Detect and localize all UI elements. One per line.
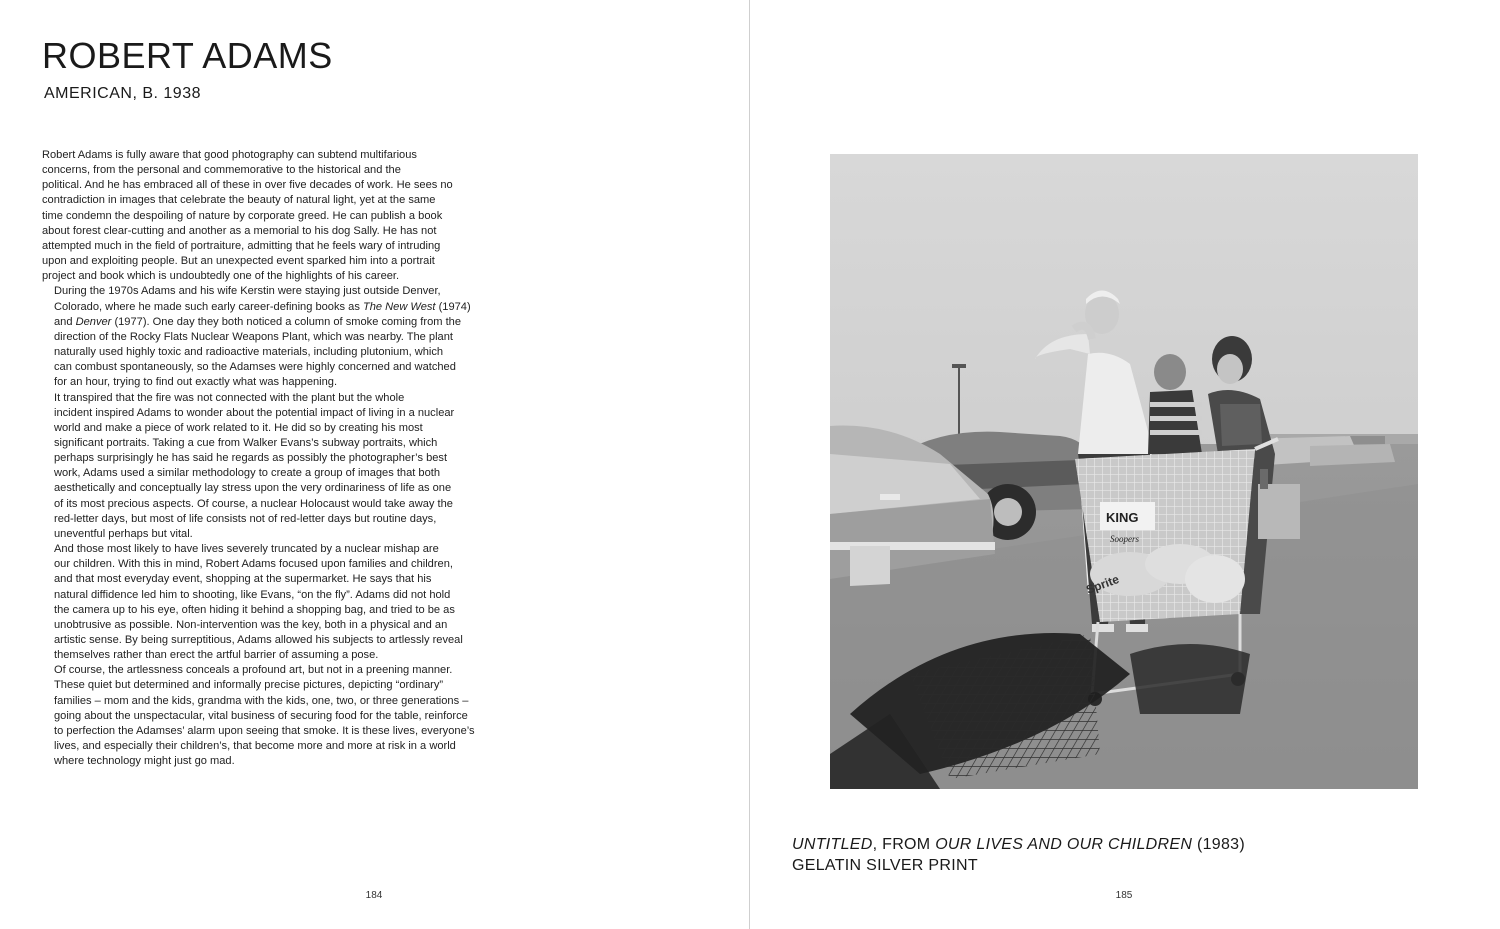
essay-line: natural diffidence led him to shooting, like Evans, “on the fly”. Adams did not hold [54, 588, 451, 601]
essay-line: and that most everyday event, shopping at the supermarket. He says that his [54, 573, 432, 586]
essay-paragraph [42, 391, 512, 543]
caption-medium: GELATIN SILVER PRINT [792, 857, 978, 874]
essay-line: work, Adams used a similar methodology to create a group of images that both [54, 467, 441, 480]
essay-paragraph [42, 284, 512, 390]
essay-line: to perfection the Adamses’ alarm upon seeing that smoke. It is these lives, everyone’s [54, 724, 475, 737]
essay-line: Of course, the artlessness conceals a profound art, but not in a preening manner. [54, 664, 453, 677]
essay-line: families – mom and the kids, grandma with the kids, one, two, or three generations – [54, 694, 469, 707]
essay-line: themselves rather than erect the artful barrier of assuming a pose. [54, 649, 379, 662]
photograph [830, 154, 1418, 789]
essay-line: red-letter days, but most of life consists not of red-letter days but routine days, [54, 512, 437, 525]
essay-line: the camera up to his eye, often hiding it behind a shopping bag, and tried to be as [54, 603, 455, 616]
essay-line: project and book which is undoubtedly one of the highlights of his career. [42, 270, 400, 283]
essay-line: concerns, from the personal and commemorative to the historical and the [42, 164, 401, 177]
cart-sign-soopers: Soopers [1110, 534, 1139, 544]
page-number-right: 185 [1115, 890, 1133, 901]
left-page [0, 0, 749, 929]
essay-line: attempted much in the field of portraiture, admitting that he feels wary of intruding [42, 239, 441, 252]
essay-line: unobtrusive as possible. Non-intervention was the key, both in a physical and an [54, 618, 448, 631]
essay-line: about forest clear-cutting and another as a memorial to his dog Sally. He has not [42, 224, 437, 237]
photo-caption [792, 834, 1245, 876]
essay-line: and Denver (1977). One day they both noticed a column of smoke coming from the [54, 315, 461, 328]
essay-line: significant portraits. Taking a cue from Walker Evans’s subway portraits, which [54, 436, 438, 449]
artist-name: ROBERT ADAMS [42, 35, 333, 76]
essay-line: political. And he has embraced all of these in over five decades of work. He sees no [42, 179, 453, 192]
cart-sign-king: KING [1106, 510, 1139, 525]
essay-line: going about the unspectacular, vital business of securing food for the table, reinforce [54, 709, 468, 722]
cart-sign-sprite: Sprite [1084, 572, 1121, 597]
essay-line: lives, and especially their children’s, that become more and more at risk in a world [54, 740, 456, 753]
caption-series: OUR LIVES AND OUR CHILDREN [935, 836, 1193, 853]
photograph-illustration [830, 154, 1418, 789]
essay-line: And those most likely to have lives severely truncated by a nuclear mishap are [54, 543, 439, 556]
essay-line: During the 1970s Adams and his wife Kerstin were staying just outside Denver, [54, 285, 441, 298]
caption-title-line [792, 834, 1245, 855]
essay-line: upon and exploiting people. But an unexpected event sparked him into a portrait [42, 255, 435, 268]
essay-line: of its most precious aspects. Of course, a nuclear Holocaust would take away the [54, 497, 453, 510]
essay-line: direction of the Rocky Flats Nuclear Weapons Plant, which was nearby. The plant [54, 330, 453, 343]
essay-line: aesthetically and conceptually lay stress upon the very ordinariness of life as one [54, 482, 452, 495]
artist-nationality-birth: AMERICAN, B. 1938 [44, 85, 201, 102]
essay-line: can combust spontaneously, so the Adamses were highly concerned and watched [54, 361, 456, 374]
essay-line: uneventful perhaps but vital. [54, 527, 193, 540]
essay-line: It transpired that the fire was not connected with the plant but the whole [54, 391, 405, 404]
essay-line: for an hour, trying to find out exactly what was happening. [54, 376, 338, 389]
essay-line: world and make a piece of work related to it. He did so by creating his most [54, 421, 423, 434]
essay-paragraph [42, 542, 512, 663]
essay-line: time condemn the despoiling of nature by corporate greed. He can publish a book [42, 209, 443, 222]
essay-line: naturally used highly toxic and radioactive materials, including plutonium, which [54, 346, 444, 359]
caption-year: (1983) [1192, 836, 1246, 853]
essay-line: Robert Adams is fully aware that good photography can subtend multifarious [42, 149, 417, 161]
right-page [750, 0, 1500, 929]
page-number-left: 184 [365, 890, 383, 901]
essay-body [42, 148, 512, 769]
essay-line: incident inspired Adams to wonder about the potential impact of living in a nuclear [54, 406, 455, 419]
caption-title: UNTITLED [792, 836, 873, 853]
essay-line: These quiet but determined and informally precise pictures, depicting “ordinary” [54, 679, 444, 692]
essay-line: perhaps surprisingly he has said he regards as possibly the photographer’s best [54, 452, 448, 465]
essay-paragraph [42, 148, 512, 284]
essay-line: artistic sense. By being surreptitious, Adams allowed his subjects to artlessly reveal [54, 634, 463, 646]
essay-line: Colorado, where he made such early career-defining books as The New West (1974) [54, 300, 471, 313]
essay-line: where technology might just go mad. [54, 755, 235, 768]
essay-paragraph [42, 663, 512, 769]
essay-line: contradiction in images that celebrate the beauty of natural light, yet at the same [42, 194, 436, 207]
essay-line: our children. With this in mind, Robert Adams focused upon families and children, [54, 558, 453, 571]
caption-from: , FROM [872, 836, 936, 853]
